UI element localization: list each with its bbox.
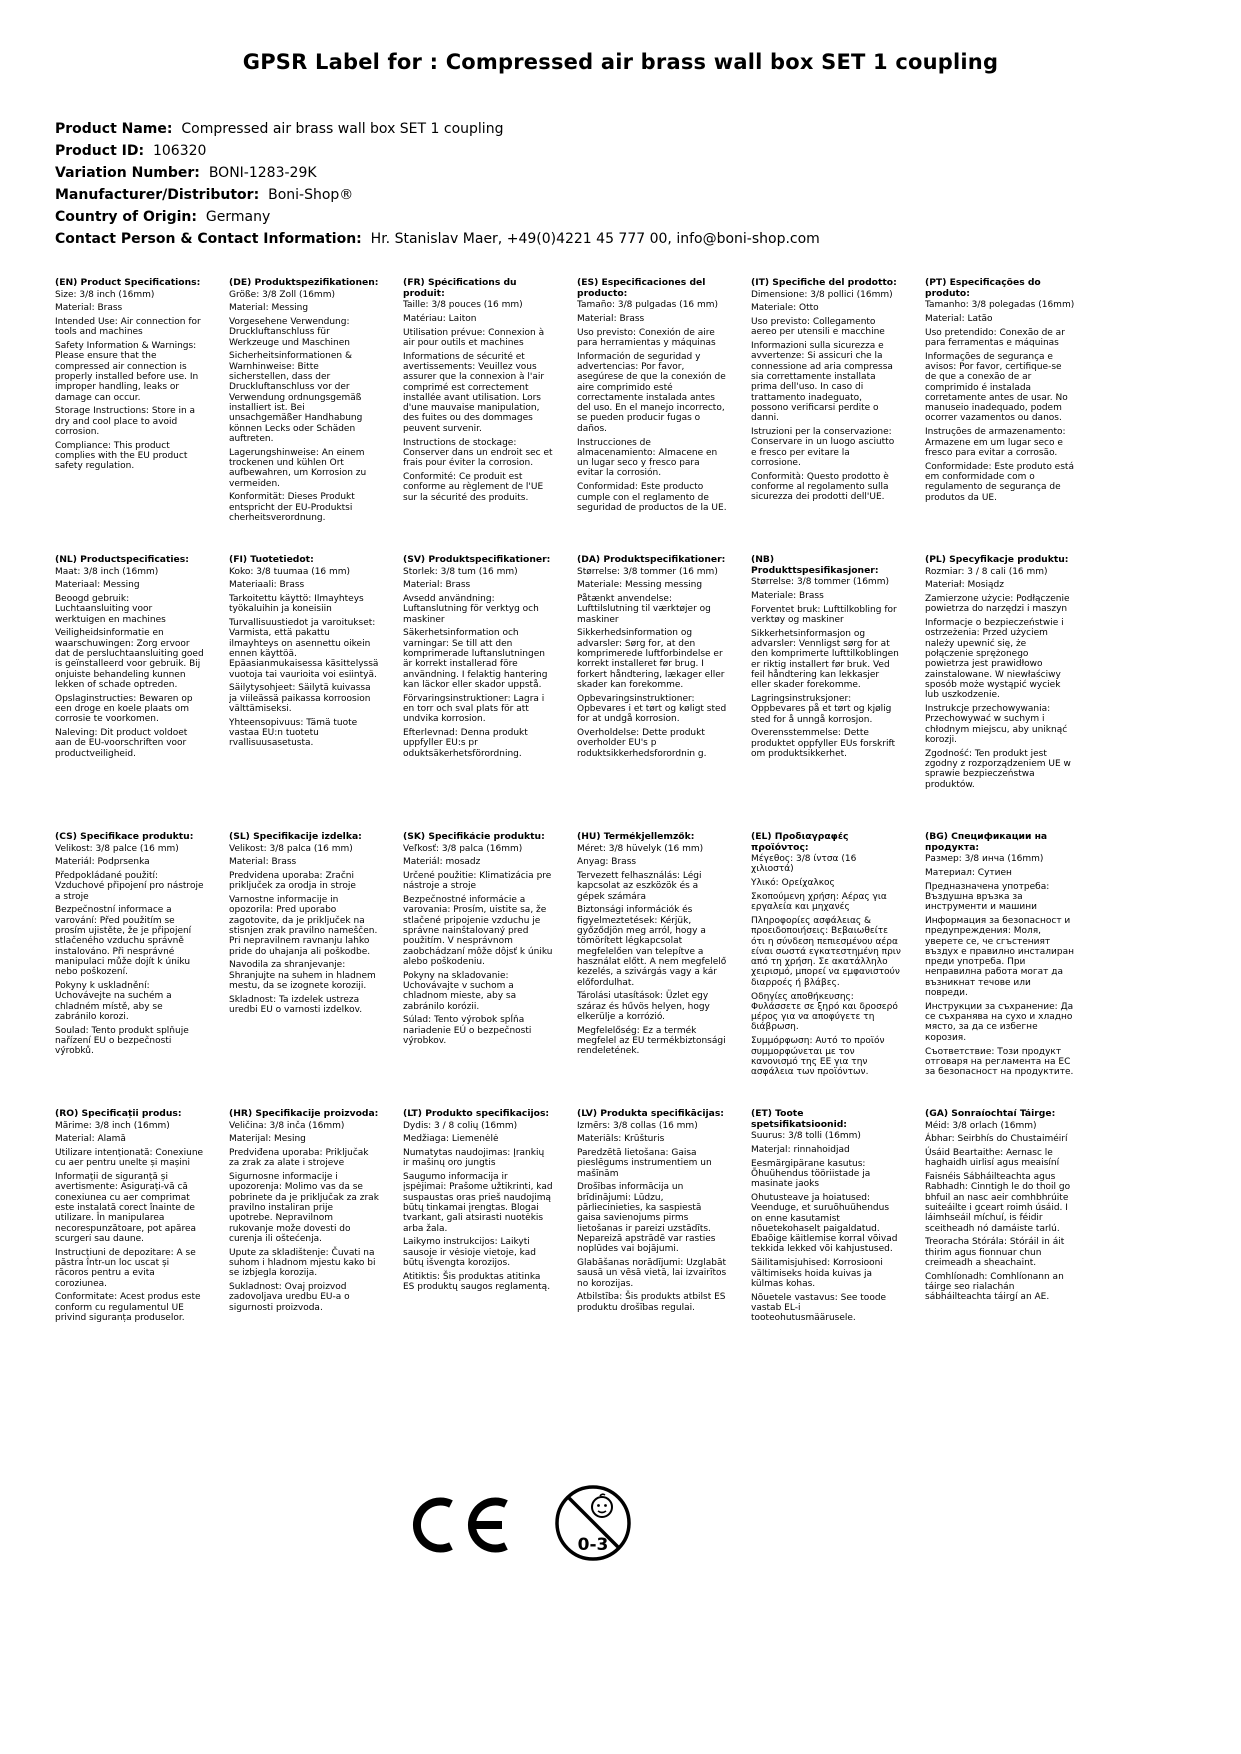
language-block-paragraph: Forventet bruk: Lufttilkobling for verktøy og maskiner [751, 604, 897, 625]
language-block-paragraph: Size: 3/8 inch (16mm) [55, 289, 155, 300]
language-block-paragraph: Efterlevnad: Denna produkt uppfyller EU:s pr oduktsäkerhetsförordning. [403, 728, 528, 759]
language-block-paragraph: Drošības informācija un brīdinājumi: Lūdzu, pārliecinieties, ka saspiestā gaisa savienojums pirms lietošanas ir pareizi uzstādīts. Nepareizā apstrādē var rasties noplūdes vai bojājumi. [577, 1182, 716, 1255]
language-block-paragraph: Glabāšanas norādījumi: Uzglabāt sausā un vēsā vietā, lai izvairītos no korozijas. [577, 1258, 727, 1289]
language-block-paragraph: Ábhar: Seirbhís do Chustaiméirí [925, 1134, 1068, 1145]
language-block-paragraph: Conformidade: Este produto está em conformidade com o regulamento de segurança de produtos da UE. [925, 461, 1074, 503]
language-block-paragraph: Informações de segurança e avisos: Por favor, certifique-se de que a conexão de ar comprimido é instalada corretamente antes de usar. No manuseio inadequado, podem ocorrer vazamentos ou danos. [925, 351, 1068, 424]
product-info-line [55, 232, 1155, 248]
language-block-paragraph: Beoogd gebruik: Luchtaansluiting voor werktuigen en machines [55, 594, 166, 625]
language-block-paragraph: Информация за безопасност и предупреждения: Моля, уверете се, че сгъстеният въздух е правилно инсталиран преди употреба. При неправилна работа могат да възникнат течове или повреди. [925, 915, 1075, 999]
language-block-paragraph: Uso pretendido: Conexão de ar para ferramentas e máquinas [925, 327, 1065, 348]
language-block-heading: (PL) Specyfikacje produktu: [925, 555, 1069, 565]
language-block-paragraph: Megfelelőség: Ez a termék megfelel az EU termékbiztonsági rendeletének. [577, 1025, 726, 1057]
language-block-ga [925, 1109, 1075, 1386]
language-block-heading: (EN) Product Specifications: [55, 278, 201, 288]
language-block-paragraph: Πληροφορίες ασφάλειας & προειδοποιήσεις: Βεβαιωθείτε ότι η σύνδεση πεπιεσμένου αέρα είναι σωστά εγκατεστημένη πριν από τη χρήση. Σε ακατάλληλο χειρισμό, μπορεί να εμφανιστούν διαρροές ή βλάβες. [751, 915, 901, 988]
language-block-paragraph: Σκοπούμενη χρήση: Αέρας για εργαλεία και μηχανές [751, 891, 887, 913]
language-block-paragraph: Safety Information & Warnings: Please ensure that the compressed air connection is properly installed before use. In improper handling, leaks or damage can occur. [55, 341, 199, 403]
language-block-paragraph: Materiāls: Krūšturis [577, 1134, 665, 1145]
language-block-ro [55, 1109, 205, 1386]
language-block-paragraph: Yhteensopivuus: Tämä tuote vastaa EU:n tuotetu rvallisuusasetusta. [229, 717, 358, 749]
language-block-paragraph: Material: Latão [925, 313, 993, 324]
language-block-de [229, 278, 379, 555]
language-block-paragraph: Istruzioni per la conservazione: Conservare in un luogo asciutto e fresco per evitare la corrosione. [751, 427, 895, 468]
language-block-paragraph: Säilitamisjuhised: Korrosiooni vältimiseks hoida kuivas ja külmas kohas. [751, 1258, 883, 1289]
language-block-sl [229, 832, 379, 1109]
language-block-paragraph: Opbevaringsinstruktioner: Opbevares i et tørt og køligt sted for at undgå korrosion. [577, 693, 727, 725]
language-block-el [751, 832, 901, 1109]
language-block-paragraph: Comhlíonadh: Comhlíonann an táirge seo rialachán sábháilteachta táirgí an AE. [925, 1271, 1064, 1303]
language-block-paragraph: Lagerungshinweise: An einem trockenen und kühlen Ort aufbewahren, um Korrosion zu vermeiden. [229, 447, 367, 489]
language-block-paragraph: Anyag: Brass [577, 857, 637, 868]
language-block-paragraph: Suurus: 3/8 tolli (16mm) [751, 1131, 861, 1141]
language-block-paragraph: Materiale: Messing messing [577, 580, 703, 591]
language-block-nb [751, 555, 901, 832]
language-block-paragraph: Materjal: rinnahoidjad [751, 1144, 850, 1155]
language-block-paragraph: Intended Use: Air connection for tools and machines [55, 317, 201, 338]
language-block-heading: (HR) Specifikacije proizvoda: [229, 1109, 379, 1119]
language-block-paragraph: Instrucțiuni de depozitare: A se păstra într-un loc uscat și răcoros pentru a evita coroziunea. [55, 1247, 196, 1289]
language-block-paragraph: Conformidad: Este producto cumple con el reglamento de seguridad de productos de la UE. [577, 482, 727, 513]
language-block-heading: (SK) Špecifikácie produktu: [403, 832, 545, 842]
language-block-paragraph: Rozmiar: 3 / 8 cali (16 mm) [925, 566, 1048, 577]
language-block-paragraph: Medžiaga: Liemenėlė [403, 1134, 499, 1145]
language-block-paragraph: Förvaringsinstruktioner: Lagra i en torr och sval plats för att undvika korrosion. [403, 693, 545, 725]
language-block-heading: (EL) Προδιαγραφές προϊόντος: [751, 832, 849, 853]
product-info-value: Compressed air brass wall box SET 1 coupling [172, 121, 504, 137]
language-grid [55, 278, 1075, 1386]
footer-icons [0, 1480, 1241, 1570]
language-block-paragraph: Predvidena uporaba: Zračni priključek za orodja in stroje [229, 871, 356, 892]
language-block-paragraph: Lagringsinstruksjoner: Oppbevares på et tørt og kjølig sted for å unngå korrosjon. [751, 693, 892, 725]
age-warning-0-3-icon [552, 1482, 634, 1564]
language-block-paragraph: Veličina: 3/8 inča (16mm) [229, 1120, 345, 1131]
language-block-paragraph: Υλικό: Ορείχαλκος [751, 878, 835, 889]
language-block-paragraph: Tervezett felhasználás: Légi kapcsolat az eszközök és a gépek számára [577, 871, 702, 902]
language-block-paragraph: Informazioni sulla sicurezza e avvertenze: Si assicuri che la connessione ad aria compressa sia correttamente installata prima dell'uso. In caso di trattamento inadeguato, possono verificarsi perdite o danni. [751, 341, 893, 424]
product-info-line [55, 210, 1155, 226]
language-block-paragraph: Varnostne informacije in opozorila: Pred uporabo zagotovite, da je priključek na stisnjen zrak pravilno nameščen. Pri nepravilnem ravnanju lahko pride do uhajanja ali poškodbe. [229, 895, 378, 957]
language-block-heading: (SL) Specifikacije izdelka: [229, 832, 362, 842]
language-block-paragraph: Biztonsági információk és figyelmeztetések: Kérjük, győződjön meg arról, hogy a tömörített légkapcsolat megfelelően van telepítve a használat előtt. A nem megfelelő kezelés, a szivárgás vagy a kár előfordulhat. [577, 905, 727, 988]
language-block-paragraph: Informacje o bezpieczeństwie i ostrzeżenia: Przed użyciem należy upewnić się, że połączenie sprężonego powietrza jest prawidłowo zainstalowane. W niewłaściwy sposób może wystąpić wyciek lub uszkodzenie. [925, 618, 1064, 701]
language-block-pl [925, 555, 1075, 832]
language-block-paragraph: Dimensione: 3/8 pollici (16mm) [751, 289, 893, 300]
language-block-paragraph: Předpokládané použití: Vzduchové připojení pro nástroje a stroje [55, 871, 204, 902]
language-block-paragraph: Größe: 3/8 Zoll (16mm) [229, 289, 335, 300]
language-block-paragraph: Veľkosť: 3/8 palca (16mm) [403, 843, 523, 854]
language-block-paragraph: Størrelse: 3/8 tommer (16 mm) [577, 566, 718, 577]
product-info-value: Boni-Shop® [259, 187, 354, 203]
language-block-heading: (RO) Specificații produs: [55, 1109, 182, 1119]
language-block-paragraph: Uso previsto: Collegamento aereo per utensili e macchine [751, 317, 885, 338]
language-block-paragraph: Materiał: Mosiądz [925, 580, 1004, 591]
language-block-heading: (DA) Produktspecifikationer: [577, 555, 726, 565]
language-block-paragraph: Säkerhetsinformation och varningar: Se till att den komprimerade luftanslutningen är korrekt installerad före användning. I felaktig hantering kan läckor eller skador uppstå. [403, 628, 548, 690]
language-block-paragraph: Størrelse: 3/8 tommer (16mm) [751, 577, 889, 587]
language-block-paragraph: Informații de siguranță și avertismente: Asigurați-vă că conexiunea cu aer comprimat este instalată corect înainte de utilizare. În manipularea necorespunzătoare, pot apărea scurgeri sau daune. [55, 1172, 197, 1244]
language-block-paragraph: Material: Brass [577, 313, 645, 324]
product-info-value: Germany [197, 209, 271, 225]
language-block-paragraph: Paredzētā lietošana: Gaisa pieslēgums instrumentiem un mašīnām [577, 1148, 712, 1179]
language-block-lt [403, 1109, 553, 1386]
language-block-paragraph: Velikost: 3/8 palca (16 mm) [229, 843, 353, 854]
language-block-paragraph: Taille: 3/8 pouces (16 mm) [403, 300, 523, 310]
language-block-paragraph: Tamaño: 3/8 pulgadas (16 mm) [577, 300, 719, 310]
language-block-paragraph: Instructions de stockage: Conserver dans un endroit sec et frais pour éviter la corrosion. [403, 437, 553, 469]
product-info-label: Variation Number: [55, 165, 200, 181]
language-block-paragraph: Dydis: 3 / 8 colių (16mm) [403, 1120, 518, 1131]
language-block-heading: (LT) Produkto specifikacijos: [403, 1109, 550, 1119]
language-block-paragraph: Säilytysohjeet: Säilytä kuivassa ja viileässä paikassa korroosion välttämiseksi. [229, 683, 371, 715]
language-block-paragraph: Οδηγίες αποθήκευσης: Φυλάσσετε σε ξηρό και δροσερό μέρος για να αποφύγετε τη διάβρωση. [751, 991, 898, 1033]
ce-mark-icon [402, 1496, 514, 1554]
product-info [55, 122, 1155, 254]
language-block-paragraph: Predviđena uporaba: Priključak za zrak za alate i strojeve [229, 1148, 369, 1169]
language-block-paragraph: Určené použitie: Klimatizácia pre nástroje a stroje [403, 871, 552, 892]
language-block-paragraph: Izmērs: 3/8 collas (16 mm) [577, 1120, 698, 1131]
language-block-paragraph: Material: Alamă [55, 1134, 126, 1145]
language-block-paragraph: Sikkerhedsinformation og advarsler: Sørg for, at den komprimerede luftforbindelse er korrekt installeret før brug. I forkert håndtering, lækager eller skader kan forekomme. [577, 628, 725, 690]
language-block-paragraph: Eesmärgipärane kasutus: Õhuühendus tööriistade ja masinate jaoks [751, 1158, 871, 1190]
language-block-paragraph: Upute za skladištenje: Čuvati na suhom i hladnom mjestu kako bi se izbjegla korozija. [229, 1247, 376, 1279]
language-block-heading: (NB) Produkttspesifikasjoner: [751, 555, 879, 576]
language-block-paragraph: Nõuetele vastavus: See toode vastab EL-i tooteohutusmäärusele. [751, 1292, 887, 1324]
language-block-heading: (HU) Termékjellemzők: [577, 832, 695, 842]
product-info-line [55, 144, 1155, 160]
language-block-paragraph: Storage Instructions: Store in a dry and cool place to avoid corrosion. [55, 406, 196, 438]
language-block-heading: (ES) Especificaciones del producto: [577, 278, 706, 299]
language-block-heading: (DE) Produktspezifikationen: [229, 278, 379, 288]
language-block-paragraph: Opslaginstructies: Bewaren op een droge en koele plaats om corrosie te voorkomen. [55, 693, 193, 725]
product-info-value: 106320 [144, 143, 207, 159]
language-block-heading: (BG) Спецификации на продукта: [925, 832, 1048, 853]
language-block-paragraph: Material: Brass [403, 580, 471, 591]
language-block-paragraph: Úsáid Beartaithe: Aernasc le haghaidh uirlisí agus meaisíní [925, 1148, 1060, 1169]
language-block-fi [229, 555, 379, 832]
language-block-paragraph: Instrucciones de almacenamiento: Almacene en un lugar seco y fresco para evitar la corrosión. [577, 437, 718, 479]
language-block-paragraph: Μέγεθος: 3/8 ίντσα (16 χιλιοστά) [751, 854, 857, 875]
language-block-heading: (PT) Especificações do produto: [925, 278, 1041, 299]
language-block-paragraph: Velikost: 3/8 palce (16 mm) [55, 843, 179, 854]
language-block-heading: (IT) Specifiche del prodotto: [751, 278, 897, 288]
language-block-paragraph: Zgodność: Ten produkt jest zgodny z rozporządzeniem UE w sprawie bezpieczeństwa produktów. [925, 748, 1071, 790]
product-info-value: Hr. Stanislav Maer, +49(0)4221 45 777 00, info@boni-shop.com [361, 231, 820, 247]
language-block-paragraph: Instrukcje przechowywania: Przechowywać w suchym i chłodnym miejscu, aby uniknąć korozji. [925, 704, 1068, 745]
language-block-paragraph: Conformité: Ce produit est conforme au règlement de l'UE sur la sécurité des produits. [403, 471, 544, 503]
language-block-nl [55, 555, 205, 832]
language-block-paragraph: Tárolási utasítások: Üzlet egy száraz és hűvös helyen, hogy elkerülje a korrózió. [577, 991, 710, 1022]
language-block-paragraph: Utilizare intenționată: Conexiune cu aer pentru unelte și mașini [55, 1148, 204, 1169]
language-block-paragraph: Materiaali: Brass [229, 580, 305, 591]
language-block-paragraph: Maat: 3/8 inch (16mm) [55, 566, 159, 577]
language-block-paragraph: Συμμόρφωση: Αυτό το προϊόν συμμορφώνεται με τον κανονισμό της ΕΕ για την ασφάλεια των προϊόντων. [751, 1036, 885, 1078]
language-block-paragraph: Overholdelse: Dette produkt overholder EU's p roduktsikkerhedsforordnin g. [577, 728, 707, 759]
language-block-paragraph: Conformitate: Acest produs este conform cu regulamentul UE privind siguranța produselor. [55, 1292, 201, 1324]
language-block-paragraph: Материал: Сутиен [925, 867, 1012, 878]
language-block-paragraph: Materiál: Podprsenka [55, 857, 150, 868]
language-block-paragraph: Atitiktis: Šis produktas atitinka ES produktų saugos reglamentą. [403, 1271, 551, 1293]
language-block-it [751, 278, 901, 555]
language-block-paragraph: Bezpečnostné informácie a varovania: Prosím, uistite sa, že stlačené pripojenie vzduchu je správne nainštalovaný pred použitím. V nesprávnom zaobchádzaní môže dôjsť k úniku alebo poškodeniu. [403, 895, 553, 967]
language-block-paragraph: Zamierzone użycie: Podłączenie powietrza do narzędzi i maszyn [925, 594, 1070, 615]
language-block-paragraph: Materiál: mosadz [403, 857, 481, 868]
language-block-paragraph: Material: Messing [229, 303, 309, 314]
language-block-paragraph: Overensstemmelse: Dette produktet oppfyller EUs forskrift om produktsikkerhet. [751, 728, 896, 759]
language-block-paragraph: Ohutusteave ja hoiatused: Veenduge, et suruõhuühendus on enne kasutamist nõuetekohaselt paigaldatud. Ebaõige käitlemise korral võivad tekkida lekked või kahjustused. [751, 1192, 898, 1255]
language-block-paragraph: Turvallisuustiedot ja varoitukset: Varmista, että pakattu ilmayhteys on asennettu oikein ennen käyttöä. Epäasianmukaisessa käsittelyssä vuotoja tai vaurioita voi esiintyä. [229, 618, 379, 680]
language-block-paragraph: Tamanho: 3/8 polegadas (16mm) [925, 300, 1075, 310]
language-block-paragraph: Pokyny k uskladnění: Uchovávejte na suchém a chladném místě, aby se zabránilo korozi. [55, 981, 172, 1022]
language-block-paragraph: Instruções de armazenamento: Armazene em um lugar seco e fresco para evitar a corrosão. [925, 427, 1066, 458]
language-block-paragraph: Conformità: Questo prodotto è conforme al regolamento sulla sicurezza dei prodotti dell'UE. [751, 471, 889, 503]
language-block-paragraph: Materiale: Brass [751, 590, 824, 601]
language-block-cs [55, 832, 205, 1109]
language-block-paragraph: Uso previsto: Conexión de aire para herramientas y máquinas [577, 327, 716, 348]
language-block-hr [229, 1109, 379, 1386]
language-block-paragraph: Materijal: Mesing [229, 1134, 306, 1145]
language-block-paragraph: Vorgesehene Verwendung: Druckluftanschluss für Werkzeuge und Maschinen [229, 317, 350, 348]
language-block-paragraph: Matériau: Laiton [403, 313, 477, 324]
product-info-label: Product ID: [55, 143, 145, 159]
language-block-sv [403, 555, 553, 832]
language-block-paragraph: Avsedd användning: Luftanslutning för verktyg och maskiner [403, 594, 539, 625]
product-info-value: BONI-1283-29K [199, 165, 317, 181]
product-info-label: Contact Person & Contact Information: [55, 231, 362, 247]
language-block-paragraph: Saugumo informacija ir įspėjimai: Prašome užtikrinti, kad suspaustas oras prieš naudojimą būtų tinkamai įrengtas. Blogai tvarkant, gali atsirasti nuotėkis arba žala. [403, 1172, 553, 1234]
language-block-paragraph: Material: Brass [55, 303, 123, 314]
language-block-paragraph: Sicherheitsinformationen & Warnhinweise: Bitte sicherstellen, dass der Druckluftanschluss vor der Verwendung ordnungsgemäß installiert ist. Bei unsachgemäßer Handhabung können Lecks oder Schäden auftreten. [229, 351, 363, 444]
language-block-heading: (FI) Tuotetiedot: [229, 555, 314, 565]
language-block-hu [577, 832, 727, 1109]
language-block-paragraph: Sikkerhetsinformasjon og advarsler: Vennligst sørg for at den komprimerte lufttilkoblingen er riktig installert før bruk. Ved feil håndtering kan lekkasjer eller skader forekomme. [751, 628, 899, 691]
language-block-paragraph: Méid: 3/8 orlach (16mm) [925, 1120, 1037, 1131]
language-block-paragraph: Размер: 3/8 инча (16mm) [925, 854, 1044, 864]
age-warning-label: 0-3 [577, 1535, 609, 1555]
language-block-sk [403, 832, 553, 1109]
language-block-bg [925, 832, 1075, 1109]
language-block-en [55, 278, 205, 555]
language-block-heading: (CS) Specifikace produktu: [55, 832, 194, 842]
language-block-heading: (NL) Productspecificaties: [55, 555, 189, 565]
language-block-paragraph: Naleving: Dit product voldoet aan de EU-voorschriften voor productveiligheid. [55, 728, 188, 759]
language-block-paragraph: Storlek: 3/8 tum (16 mm) [403, 566, 518, 577]
language-block-paragraph: Laikymo instrukcijos: Laikyti sausoje ir vėsioje vietoje, kad būtų išvengta korozijos. [403, 1237, 536, 1269]
language-block-paragraph: Faisnéis Sábháilteachta agus Rabhadh: Cinntigh le do thoil go bhfuil an nasc aeir comhbhrúite suiteáilte i gceart roimh úsáid. I láimhseáil míchuí, is féidir sceitheadh nó damáiste tarlú. [925, 1172, 1071, 1234]
language-block-heading: (SV) Produktspecifikationer: [403, 555, 551, 565]
product-info-label: Manufacturer/Distributor: [55, 187, 260, 203]
product-info-label: Country of Origin: [55, 209, 197, 225]
language-block-lv [577, 1109, 727, 1386]
language-block-heading: (FR) Spécifications du produit: [403, 278, 517, 299]
language-block-paragraph: Treoracha Stórála: Stóráil in áit thirim agus fionnuar chun creimeadh a sheachaint. [925, 1237, 1065, 1269]
language-block-paragraph: Sigurnosne informacije i upozorenja: Molimo vas da se pobrinete da je priključak za zrak pravilno instaliran prije upotrebe. Nepravilnom rukovanje može dovesti do curenja ili oštećenja. [229, 1172, 379, 1244]
language-block-paragraph: Material: Brass [229, 857, 297, 868]
language-block-paragraph: Pokyny na skladovanie: Uchovávajte v suchom a chladnom mieste, aby sa zabránilo korózii. [403, 970, 517, 1012]
product-info-line [55, 188, 1155, 204]
language-block-et [751, 1109, 901, 1386]
language-block-paragraph: Предназначена употреба: Въздушна връзка за инструменти и машини [925, 881, 1050, 913]
product-info-label: Product Name: [55, 121, 173, 137]
language-block-paragraph: Bezpečnostní informace a varování: Před použitím se prosím ujistěte, že je připojení stlačeného vzduchu správně instalováno. Při nesprávné manipulaci může dojít k úniku nebo poškození. [55, 905, 192, 978]
language-block-paragraph: Инструкции за съхранение: Да се съхранява на сухо и хладно място, за да се избегне корозия. [925, 1001, 1074, 1043]
language-block-da [577, 555, 727, 832]
language-block-paragraph: Navodila za shranjevanje: Shranjujte na suhem in hladnem mestu, da se izognete koroziji. [229, 960, 376, 992]
language-block-pt [925, 278, 1075, 555]
language-block-heading: (LV) Produkta specifikācijas: [577, 1109, 724, 1119]
language-block-paragraph: Koko: 3/8 tuumaa (16 mm) [229, 566, 351, 577]
language-block-paragraph: Veiligheidsinformatie en waarschuwingen: Zorg ervoor dat de persluchtaansluiting goed is geïnstalleerd voor gebruik. Bij onjuiste behandeling kunnen lekken of schade optreden. [55, 628, 204, 690]
language-block-paragraph: Skladnost: Ta izdelek ustreza uredbi EU o varnosti izdelkov. [229, 994, 363, 1016]
language-block-paragraph: Mărime: 3/8 inch (16mm) [55, 1120, 170, 1131]
language-block-paragraph: Compliance: This product complies with the EU product safety regulation. [55, 440, 188, 472]
language-block-paragraph: Informations de sécurité et avertissements: Veuillez vous assurer que la connexion à l'air comprimé est correctement installée avant utilisation. Lors d'une mauvaise manipulation, des fuites ou des dommages peuvent survenir. [403, 351, 545, 434]
language-block-paragraph: Soulad: Tento produkt splňuje nařízení EU o bezpečnosti výrobků. [55, 1025, 189, 1057]
language-block-paragraph: Tarkoitettu käyttö: Ilmayhteys työkaluihin ja koneisiin [229, 594, 364, 615]
language-block-es [577, 278, 727, 555]
language-block-heading: (ET) Toote spetsifikatsioonid: [751, 1109, 847, 1130]
language-block-paragraph: Konformität: Dieses Produkt entspricht der EU-Produktsi cherheitsverordnung. [229, 492, 355, 523]
product-info-line [55, 166, 1155, 182]
language-block-fr [403, 278, 553, 555]
language-block-paragraph: Información de seguridad y advertencias: Por favor, asegúrese de que la conexión de aire comprimido esté correctamente instalada antes del uso. En el manejo incorrecto, se pueden producir fugas o daños. [577, 351, 726, 434]
language-block-paragraph: Materiale: Otto [751, 303, 819, 314]
language-block-paragraph: Påtænkt anvendelse: Lufttilslutning til værktøjer og maskiner [577, 594, 711, 625]
language-block-heading: (GA) Sonraíochtaí Táirge: [925, 1109, 1056, 1119]
language-block-paragraph: Utilisation prévue: Connexion à air pour outils et machines [403, 327, 545, 348]
language-block-paragraph: Materiaal: Messing [55, 580, 140, 591]
language-block-paragraph: Méret: 3/8 hüvelyk (16 mm) [577, 843, 704, 854]
page-title: GPSR Label for : Compressed air brass wall box SET 1 coupling [242, 50, 999, 74]
language-block-paragraph: Atbilstība: Šis produkts atbilst ES produktu drošības regulai. [577, 1292, 726, 1313]
language-block-paragraph: Numatytas naudojimas: Įrankių ir mašinų oro jungtis [403, 1148, 545, 1169]
language-block-paragraph: Съответствие: Този продукт отговаря на регламента на ЕС за безопасност на продуктите. [925, 1046, 1074, 1078]
product-info-line [55, 122, 1155, 138]
language-block-paragraph: Sukladnost: Ovaj proizvod zadovoljava uredbu EU-a o sigurnosti proizvoda. [229, 1282, 350, 1313]
language-block-paragraph: Súlad: Tento výrobok spĺňa nariadenie EÚ o bezpečnosti výrobkov. [403, 1015, 532, 1047]
